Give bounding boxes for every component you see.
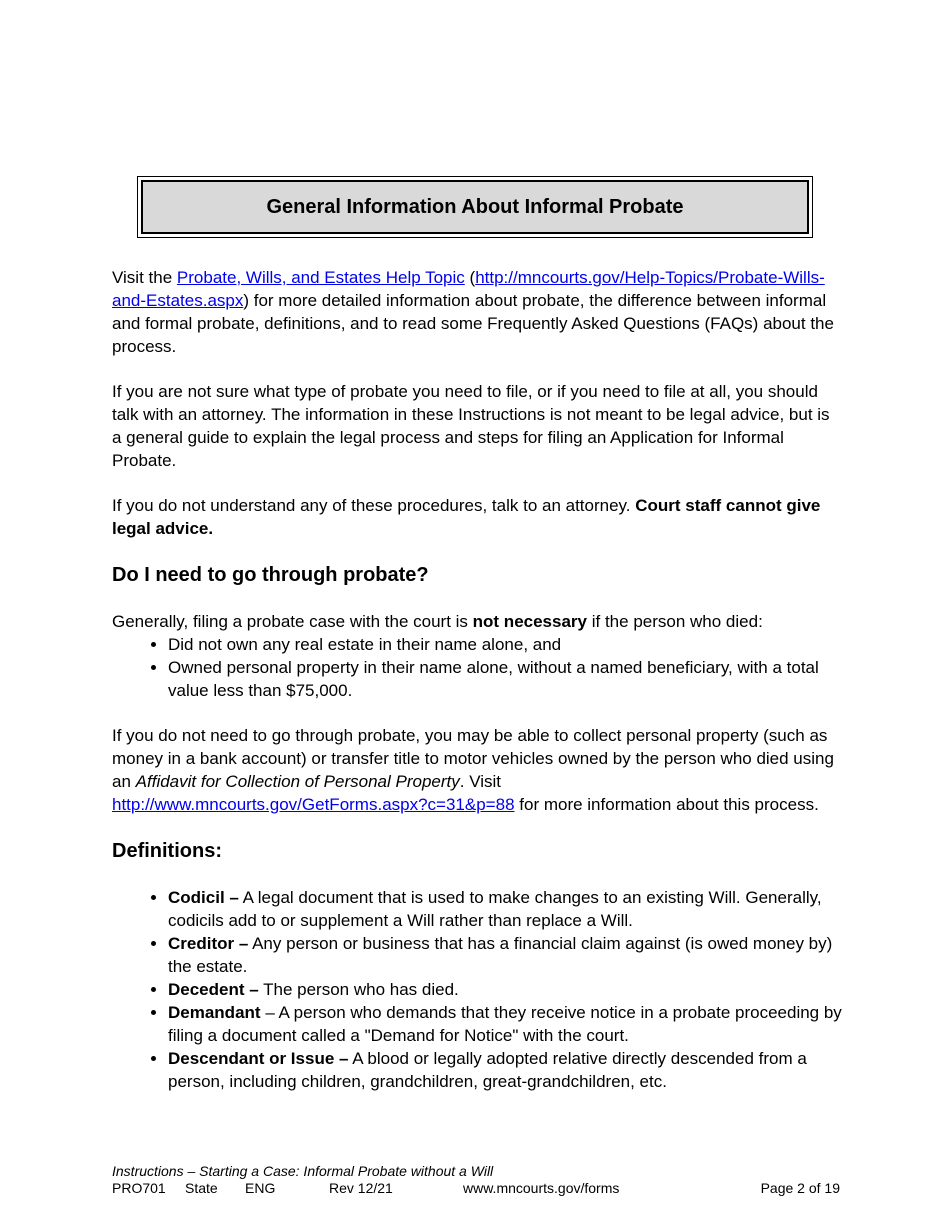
- section-heading-definitions: Definitions:: [112, 840, 222, 862]
- page-number: Page 2 of 19: [760, 1180, 840, 1196]
- form-state: State: [185, 1180, 218, 1196]
- definitions-list: [112, 886, 842, 1093]
- section-heading-probate: Do I need to go through probate?: [112, 564, 429, 586]
- affidavit-title: Affidavit for Collection of Personal Property: [135, 772, 460, 791]
- understand-paragraph: If you do not understand any of these procedures, talk to an attorney. Court staff cannot give legal advice.: [112, 496, 821, 538]
- form-number: PRO701: [112, 1180, 166, 1196]
- definition-item: • Decedent – The person who has died.: [168, 978, 842, 1001]
- affidavit-paragraph: If you do not need to go through probate, you may be able to collect personal property (such as money in a bank account) or transfer title to motor vehicles owned by the person who died using an Affidavit for Collection of Personal Property. Visit http://www.mncourts.gov/GetForms.aspx?c=31&p=88 for more information about this process.: [112, 726, 834, 814]
- footer-title: Instructions – Starting a Case: Informal Probate without a Will: [112, 1163, 494, 1179]
- definition-item: • Creditor – Any person or business that has a financial claim against (is owed money by) the estate.: [168, 932, 842, 978]
- legal-advice-warning: Court staff cannot give legal advice.: [112, 496, 821, 538]
- not-sure-paragraph: If you are not sure what type of probate you need to file, or if you need to file at all, you should talk with an attorney. The information in these Instructions is not meant to be legal advice, but is a general guide to explain the legal process and steps for filing an Application for Informal Probate.: [112, 382, 830, 470]
- generally-paragraph: Generally, filing a probate case with the court is not necessary if the person who died:: [112, 612, 763, 631]
- title-box: [137, 176, 813, 238]
- body-content: [112, 266, 842, 1115]
- probate-conditions-list: [112, 633, 842, 702]
- help-topic-link[interactable]: Probate, Wills, and Estates Help Topic: [176, 268, 465, 287]
- definition-item: • Descendant or Issue – A blood or legally adopted relative directly descended from a person, including children, grandchildren, great-grandchildren, etc.: [168, 1047, 842, 1093]
- get-forms-link[interactable]: http://www.mncourts.gov/GetForms.aspx?c=31&p=88: [112, 795, 515, 814]
- page-title: General Information About Informal Probate: [141, 180, 809, 234]
- definition-item: • Codicil – A legal document that is used to make changes to an existing Will. Generally, codicils add to or supplement a Will rather than replace a Will.: [168, 886, 842, 932]
- footer-info-row: [112, 1180, 840, 1198]
- help-topic-url-link[interactable]: http://mncourts.gov/Help-Topics/Probate-Wills-and-Estates.aspx: [112, 268, 825, 310]
- forms-website: www.mncourts.gov/forms: [463, 1180, 620, 1196]
- form-revision: Rev 12/21: [329, 1180, 393, 1196]
- form-language: ENG: [245, 1180, 276, 1196]
- page-footer: [112, 1163, 840, 1198]
- list-item: • Did not own any real estate in their name alone, and: [168, 633, 842, 656]
- intro-paragraph: Visit the Probate, Wills, and Estates Help Topic (http://mncourts.gov/Help-Topics/Probate-Wills-and-Estates.aspx) for more detailed information about probate, the difference between informal and formal probate, definitions, and to read some Frequently Asked Questions (FAQs) about the process.: [112, 268, 834, 356]
- definition-item: • Demandant – A person who demands that they receive notice in a probate proceeding by filing a document called a "Demand for Notice" with the court.: [168, 1001, 842, 1047]
- list-item: • Owned personal property in their name alone, without a named beneficiary, with a total value less than $75,000.: [168, 656, 842, 702]
